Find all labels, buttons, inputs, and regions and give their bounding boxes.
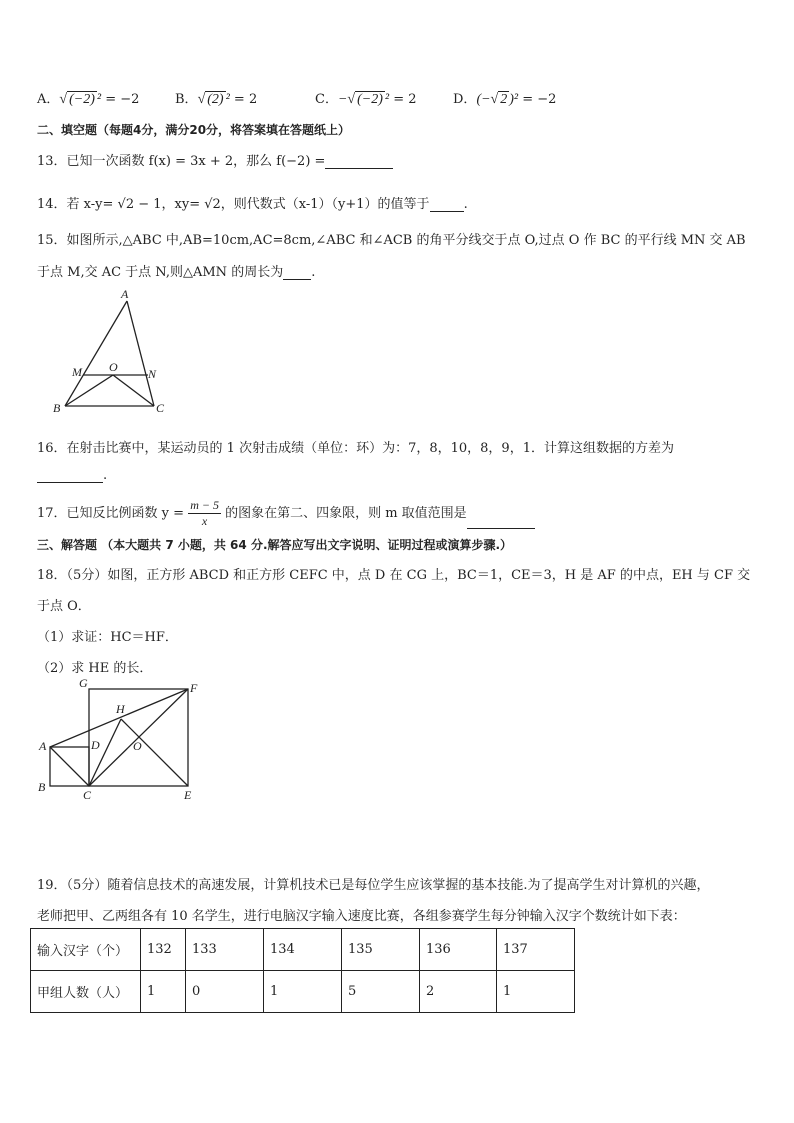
table-cell: 136 [420,929,497,971]
question-16-line1: 16．在射击比赛中，某运动员的 1 次射击成绩（单位：环）为：7，8，10，8，9，1．计算这组数据的方差为 [37,441,674,456]
label-A: A [121,287,129,301]
table-cell: 1 [497,971,575,1013]
label-N: N [148,367,157,381]
option-b: B．√ (2) ² = 2 [175,92,258,107]
question-15-line2: 于点 M,交 AC 于点 N,则△AMN 的周长为 . [37,265,316,280]
question-14: 14．若 x-y= √2 − 1，xy= √2，则代数式（x-1）（y+1）的值等于 . [37,197,468,212]
label-G: G [79,676,88,690]
question-18-line1: 18．（5分）如图，正方形 ABCD 和正方形 CEFC 中，点 D 在 CG 上，BC＝1，CE＝3，H 是 AF 的中点，EH 与 CF 交 [37,568,751,583]
question-18-part2: （2）求 HE 的长． [37,661,153,676]
label-B: B [38,780,46,794]
typing-speed-table [30,928,575,1013]
option-d: D．(−√ 2 )² = −2 [453,92,557,107]
table-cell: 5 [342,971,420,1013]
question-19-line2: 老师把甲、乙两组各有 10 名学生，进行电脑汉字输入速度比赛，各组参赛学生每分钟输入汉字个数统计如下表： [37,909,686,924]
section2-heading: 二、填空题（每题4分，满分20分，将答案填在答题纸上） [37,123,351,137]
table-cell: 2 [420,971,497,1013]
label-D: D [91,738,100,752]
label-O: O [133,739,142,753]
question-18-part1: （1）求证：HC＝HF． [37,630,178,645]
label-E: E [184,788,192,802]
table-cell: 1 [141,971,186,1013]
table-cell: 135 [342,929,420,971]
q17-denominator: x [201,514,208,528]
q17-numerator: m − 5 [190,498,219,512]
option-c: C．−√ (−2) ² = 2 [315,92,417,107]
table-cell: 137 [497,929,575,971]
label-B: B [53,401,61,415]
label-C: C [83,788,92,802]
section3-heading: 三、解答题 （本大题共 7 小题，共 64 分.解答应写出文字说明、证明过程或演算步骤.） [37,538,513,552]
table-cell: 134 [264,929,342,971]
question-13: 13．已知一次函数 f(x) = 3x + 2，那么 f(−2) = [37,150,393,169]
label-O: O [109,360,118,374]
table-cell: 0 [186,971,264,1013]
label-M: M [72,365,82,379]
question-15-line1: 15．如图所示,△ABC 中,AB=10cm,AC=8cm,∠ABC 和∠ACB 的角平分线交于点 O,过点 O 作 BC 的平行线 MN 交 AB [37,233,746,248]
question-17: 17．已知反比例函数 y = $\frac{m - 5}{x}$ 的图象在第二、四象限，则 m 取值范围是 [37,498,535,529]
table-cell: 甲组人数（人） [31,971,141,1013]
label-H: H [116,702,125,716]
table-cell: 1 [264,971,342,1013]
question-19-line1: 19．（5分）随着信息技术的高速发展，计算机技术已是每位学生应该掌握的基本技能.为了提高学生对计算机的兴趣， [37,878,710,893]
table-cell: 输入汉字（个） [31,929,141,971]
question-18-line2: 于点 O． [37,599,91,614]
table-cell: 133 [186,929,264,971]
question-16-line2: . [37,468,107,483]
label-A: A [39,739,47,753]
table-row [31,971,575,1013]
table-row [31,929,575,971]
label-F: F [190,681,198,695]
option-a: A．√ (−2) ² = −2 [37,92,140,107]
label-C: C [156,401,165,415]
table-cell: 132 [141,929,186,971]
